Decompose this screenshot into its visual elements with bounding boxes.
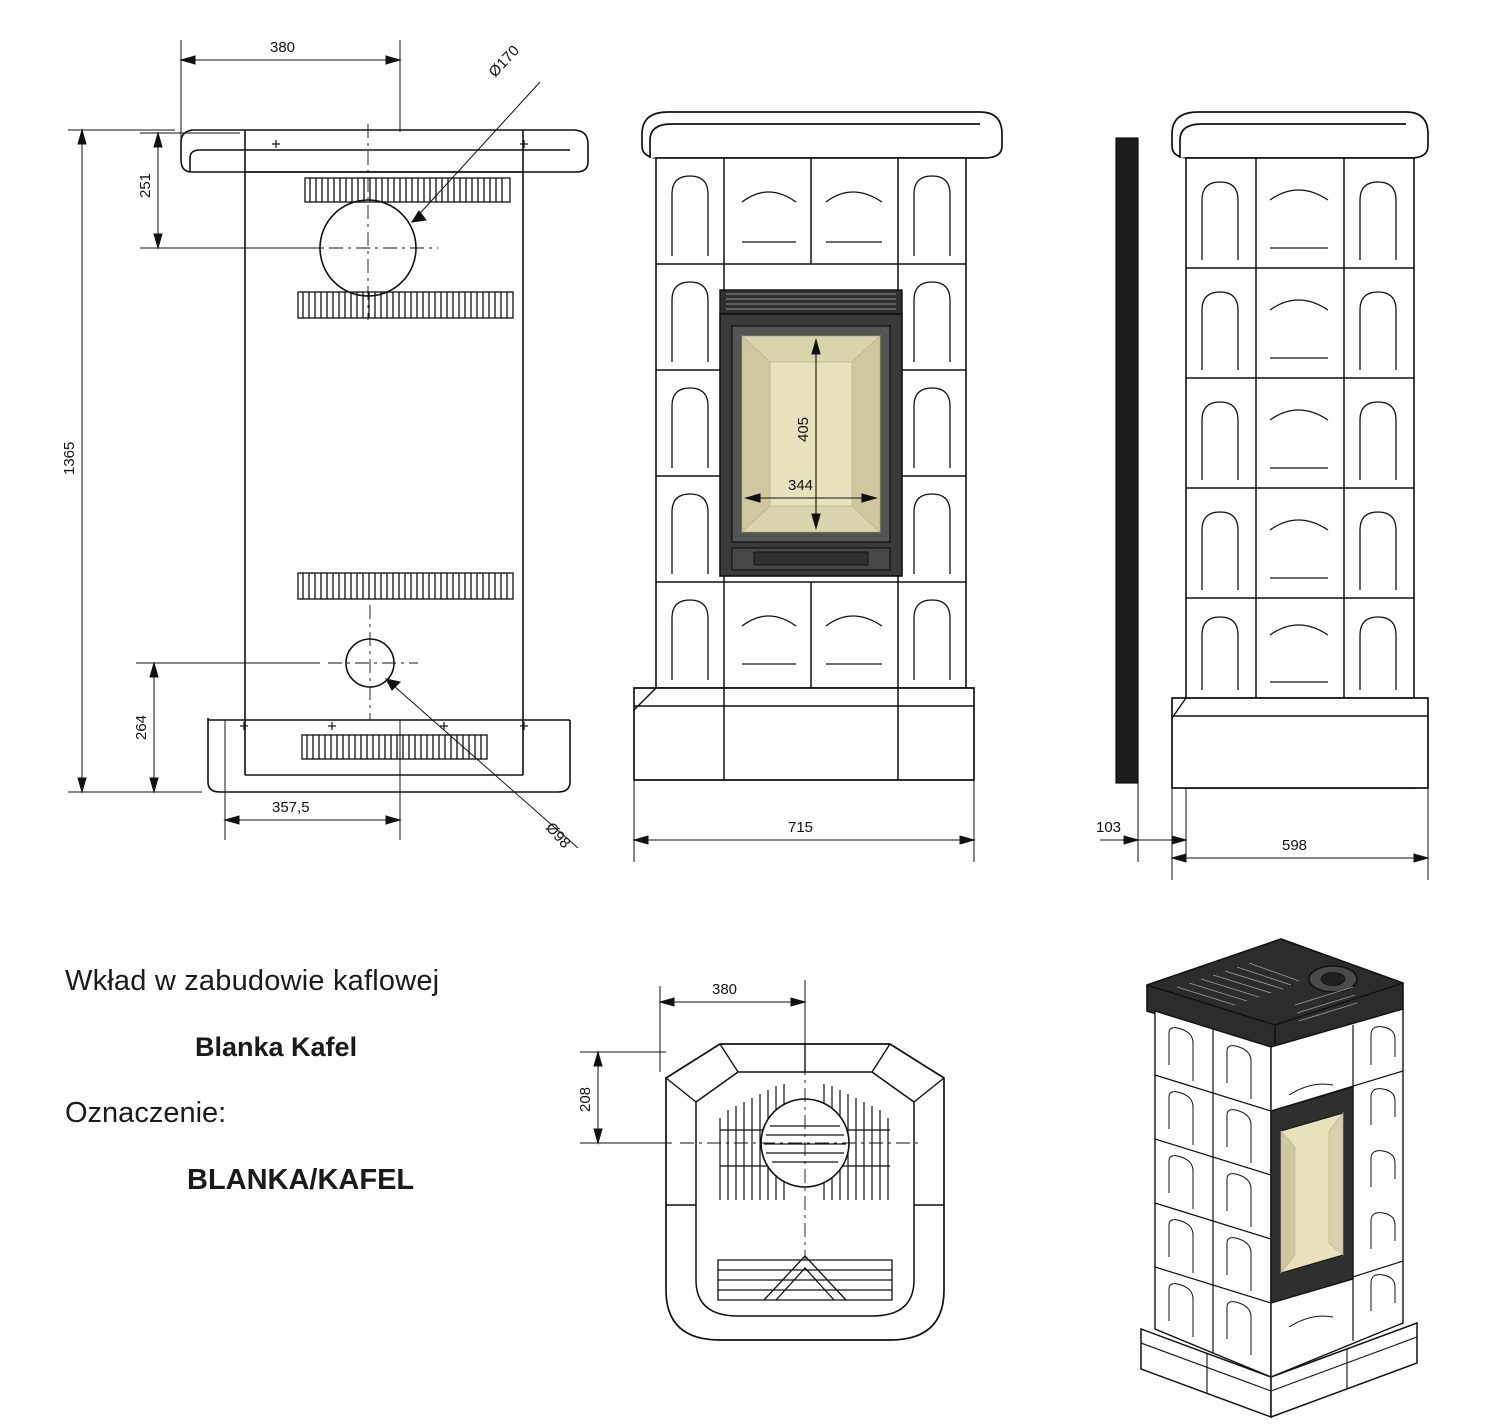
dim-flue-offset-depth: 208 xyxy=(577,1086,594,1112)
view-side xyxy=(1060,90,1460,900)
dim-glass-width: 344 xyxy=(788,477,814,494)
dim-width-top: 380 xyxy=(270,39,296,56)
dim-lower-offset: 264 xyxy=(133,714,150,740)
dim-wall-gap: 103 xyxy=(1096,819,1122,836)
dim-air-inlet-diameter: Ø98 xyxy=(542,819,574,852)
title-line-1: Wkład w zabudowie kaflowej xyxy=(65,965,440,997)
title-line-3: Oznaczenie: xyxy=(65,1097,227,1129)
dim-flue-offset-width: 380 xyxy=(712,981,738,998)
dim-glass-height: 405 xyxy=(795,416,812,442)
view-front xyxy=(620,90,1040,900)
dim-overall-width: 715 xyxy=(788,819,814,836)
view-top-stove xyxy=(560,960,1040,1420)
title-block xyxy=(65,965,585,1231)
view-top-left-insert xyxy=(40,20,640,890)
dim-height-to-flue: 251 xyxy=(137,172,154,198)
title-line-4: BLANKA/KAFEL xyxy=(187,1164,415,1196)
dim-overall-depth-side: 598 xyxy=(1282,837,1308,854)
view-perspective xyxy=(1085,925,1445,1425)
dim-width-bottom: 357,5 xyxy=(272,799,310,816)
dim-flue-diameter: Ø170 xyxy=(485,42,523,81)
dim-overall-depth-top: 1365 xyxy=(61,441,78,475)
title-line-2: Blanka Kafel xyxy=(195,1032,358,1062)
